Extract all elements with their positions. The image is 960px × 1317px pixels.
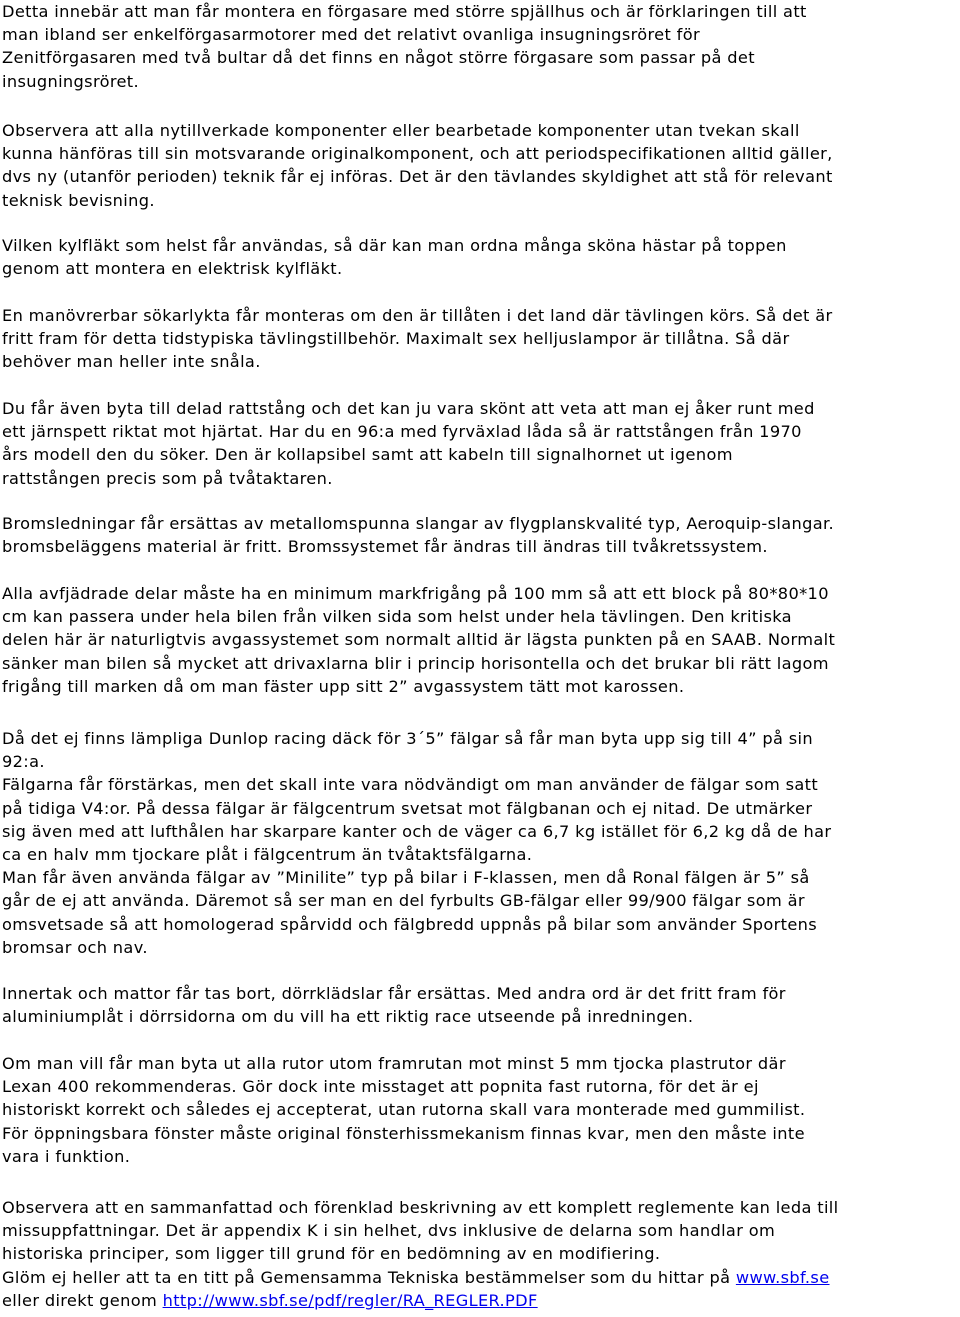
text-line: Man får även använda fälgar av ”Minilite” typ på bilar i F-klassen, men då Ronal fälgen är 5” så (2, 868, 810, 888)
text-line: historiskt korrekt och således ej accepterat, utan rutorna skall vara monterade med gummilist. (2, 1100, 806, 1120)
text-line: bromsar och nav. (2, 937, 148, 957)
paragraph-bromsledningar (2, 512, 834, 558)
paragraph-markfrigang (2, 582, 835, 698)
text-line: genom att montera en elektrisk kylfläkt. (2, 259, 343, 279)
text-line: fritt fram för detta tidstypiska tävlingstillbehör. Maximalt sex helljuslampor är tillåtna. Så där (2, 329, 790, 349)
text-line: går de ej att använda. Däremot så ser man en del fyrbults GB-fälgar eller 99/900 fälgar som är (2, 891, 805, 911)
text-line: man ibland ser enkelförgasarmotorer med det relativt ovanliga insugningsröret för (2, 25, 700, 45)
text-line: Lexan 400 rekommenderas. Gör dock inte misstaget att popnita fast rutorna, för det är ej (2, 1077, 759, 1097)
paragraph-sokarlykta (2, 304, 833, 374)
text-line: omsvetsade så att homologerad spårvidd och fälgbredd uppnås på bilar som använder Sportens (2, 914, 818, 934)
text-line: Detta innebär att man får montera en förgasare med större spjällhus och är förklaringen till att (2, 2, 807, 21)
text-segment: eller direkt genom (2, 1290, 163, 1310)
text-line: Då det ej finns lämpliga Dunlop racing däck för 3´5” fälgar så får man byta upp sig till 4” på sin (2, 729, 813, 748)
text-line: Du får även byta till delad rattstång och det kan ju vara skönt att veta att man ej åker runt med (2, 399, 815, 418)
paragraph-innertak (2, 982, 786, 1028)
paragraph-rutor (2, 1052, 805, 1168)
text-line: frigång till marken då om man fäster upp sitt 2” avgassystem tätt mot karossen. (2, 676, 685, 696)
text-line: vara i funktion. (2, 1146, 131, 1166)
text-line: sig även med att lufthålen har skarpare kanter och de väger ca 6,7 kg istället för 6,2 kg då de har (2, 821, 832, 841)
text-line: ett järnspett riktat mot hjärtat. Har du en 96:a med fyrväxlad låda så är rattstången från 1970 (2, 422, 802, 442)
text-line: insugningsröret. (2, 71, 140, 91)
text-line: Innertak och mattor får tas bort, dörrklädslar får ersättas. Med andra ord är det fritt fram för (2, 984, 786, 1003)
text-line: delen här är naturligtvis avgassystemet som normalt alltid är lägsta punkten på en SAAB. Normalt (2, 630, 836, 650)
text-line: bromsbeläggens material är fritt. Bromssystemet får ändras till ändras till tvåkretssystem. (2, 537, 768, 557)
text-line: För öppningsbara fönster måste original fönsterhissmekanism finnas kvar, men den måste inte (2, 1123, 805, 1143)
paragraph-rattstang (2, 397, 815, 490)
text-line: Zenitförgasaren med två bultar då det finns en något större förgasare som passar på det (2, 48, 755, 68)
ra-regler-pdf-link[interactable]: http://www.sbf.se/pdf/regler/RA_REGLER.PDF (162, 1290, 538, 1310)
text-segment: Glöm ej heller att ta en titt på Gemensamma Tekniska bestämmelser som du hittar på (2, 1267, 736, 1287)
paragraph-komponenter (2, 119, 833, 212)
text-line: Fälgarna får förstärkas, men det skall inte vara nödvändigt om man använder de fälgar som satt (2, 775, 819, 795)
text-line: rattstången precis som på tvåtaktaren. (2, 468, 333, 488)
text-line-with-link (2, 1266, 838, 1289)
text-line: historiska principer, som ligger till grund för en bedömning av en modifiering. (2, 1244, 661, 1264)
text-line: Vilken kylfläkt som helst får användas, så där kan man ordna många sköna hästar på toppen (2, 236, 787, 255)
text-line: Bromsledningar får ersättas av metallomspunna slangar av flygplanskvalité typ, Aeroquip-slangar. (2, 514, 835, 533)
text-line: En manövrerbar sökarlykta får monteras om den är tillåten i det land där tävlingen körs. Så det är (2, 306, 833, 325)
text-line: Observera att en sammanfattad och förenklad beskrivning av ett komplett reglemente kan leda till (2, 1198, 839, 1217)
text-line: missuppfattningar. Det är appendix K i sin helhet, dvs inklusive de delarna som handlar om (2, 1221, 776, 1241)
text-line: på tidiga V4:or. På dessa fälgar är fälgcentrum svetsat mot fälgbanan och ej nitad. De utmärker (2, 798, 813, 818)
text-line: aluminiumplåt i dörrsidorna om du vill ha ett riktig race utseende på inredningen. (2, 1007, 694, 1027)
text-line: ca en halv mm tjockare plåt i fälgcentrum än tvåtaktsfälgarna. (2, 844, 533, 864)
text-line: Alla avfjädrade delar måste ha en minimum markfrigång på 100 mm så att ett block på 80*80*10 (2, 584, 829, 603)
text-line: sänker man bilen så mycket att drivaxlarna blir i princip horisontella och det brukar bli rätt lagom (2, 653, 829, 673)
text-line: kunna hänföras till sin motsvarande originalkomponent, och att periodspecifikationen alltid gäller, (2, 144, 833, 164)
text-line: Observera att alla nytillverkade komponenter eller bearbetade komponenter utan tvekan skall (2, 121, 800, 140)
text-line-with-link (2, 1289, 838, 1312)
text-line: Om man vill får man byta ut alla rutor utom framrutan mot minst 5 mm tjocka plastrutor där (2, 1054, 786, 1073)
paragraph-observera-reglemente (2, 1196, 838, 1312)
sbf-link[interactable]: www.sbf.se (735, 1267, 830, 1287)
paragraph-kylflakt (2, 234, 787, 280)
text-line: dvs ny (utanför perioden) teknik får ej införas. Det är den tävlandes skyldighet att stå för relevant (2, 167, 833, 187)
text-line: års modell den du söker. Den är kollapsibel samt att kabeln till signalhornet ut igenom (2, 445, 733, 465)
text-line: 92:a. (2, 752, 45, 772)
paragraph-forgasare (2, 0, 807, 93)
text-line: behöver man heller inte snåla. (2, 352, 261, 372)
text-line: cm kan passera under hela bilen från vilken sida som helst under hela tävlingen. Den kritiska (2, 607, 792, 627)
text-line: teknisk bevisning. (2, 190, 155, 210)
paragraph-falgar (2, 727, 831, 959)
